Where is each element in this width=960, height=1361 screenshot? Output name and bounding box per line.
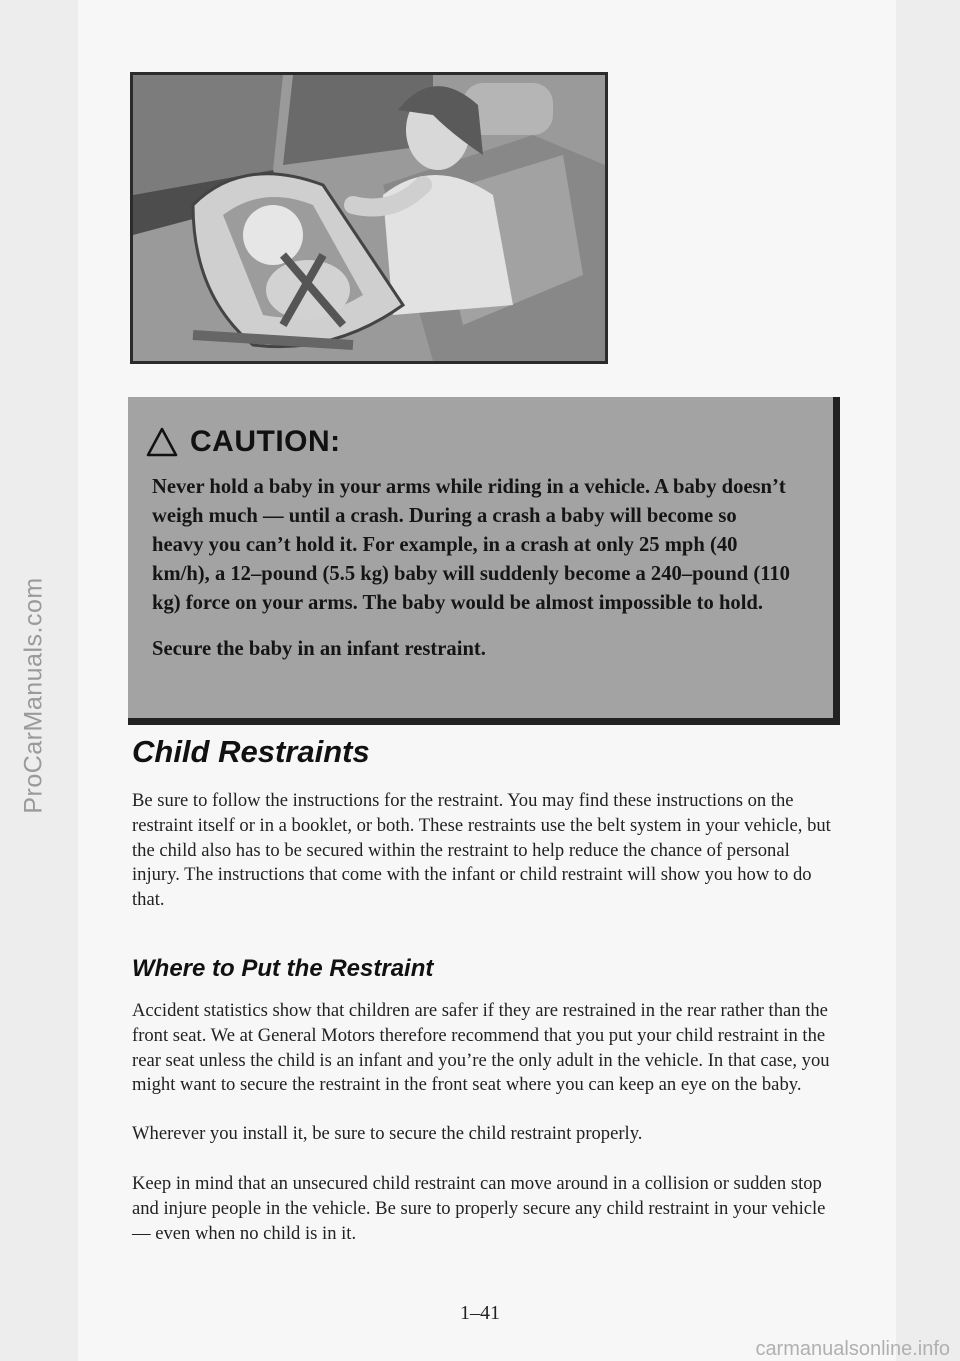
- caution-box: [128, 397, 840, 725]
- warning-triangle-icon: [146, 427, 178, 457]
- caution-paragraph: Never hold a baby in your arms while riding in a vehicle. A baby doesn’t weigh much — until a crash. During a crash a baby will become so heavy you can’t hold it. For example, in a crash at only 25 mph (40 km/h), a 12–pound (5.5 kg) baby will suddenly become a 240–pound (110 kg) force on your arms. The baby would be almost impossible to hold.: [152, 476, 790, 614]
- subsection-paragraph: Keep in mind that an unsecured child restraint can move around in a collision or sudden stop and injure people in the vehicle. Be sure to properly secure any child restraint in your vehicle — even when no child is in it.: [132, 1173, 826, 1244]
- caution-paragraph: Secure the baby in an infant restraint.: [152, 638, 486, 660]
- side-watermark-text: ProCarManuals.com: [19, 576, 48, 814]
- side-watermark: [14, 530, 54, 860]
- subsection-heading: Where to Put the Restraint: [132, 955, 434, 982]
- subsection-paragraph: Accident statistics show that children are safer if they are restrained in the rear rather than the front seat. We at General Motors therefore recommend that you put your child restraint in the rear seat unless the child is an infant and you’re the only adult in the vehicle. In that case, you might want to secure the restraint in the front seat where you can keep an eye on the baby.: [132, 1000, 830, 1096]
- bottom-watermark: carmanualsonline.info: [755, 1338, 950, 1360]
- woman-holding-baby-in-car-seat-illustration: [133, 75, 605, 361]
- section-heading: Child Restraints: [132, 734, 370, 769]
- section-paragraph: Be sure to follow the instructions for the restraint. You may find these instructions on the restraint itself or in a booklet, or both. These restraints use the belt system in your vehicle, but the child also has to be secured within the restraint to help reduce the chance of personal injury. The instructions that come with the infant or child restraint will show you how to do that.: [132, 790, 831, 911]
- caution-header: [146, 425, 793, 459]
- page-number: 1–41: [460, 1302, 500, 1324]
- subsection-paragraph: Wherever you install it, be sure to secure the child restraint properly.: [132, 1123, 643, 1144]
- caution-title: CAUTION:: [190, 425, 341, 458]
- woman-holding-baby-illustration: [130, 72, 608, 364]
